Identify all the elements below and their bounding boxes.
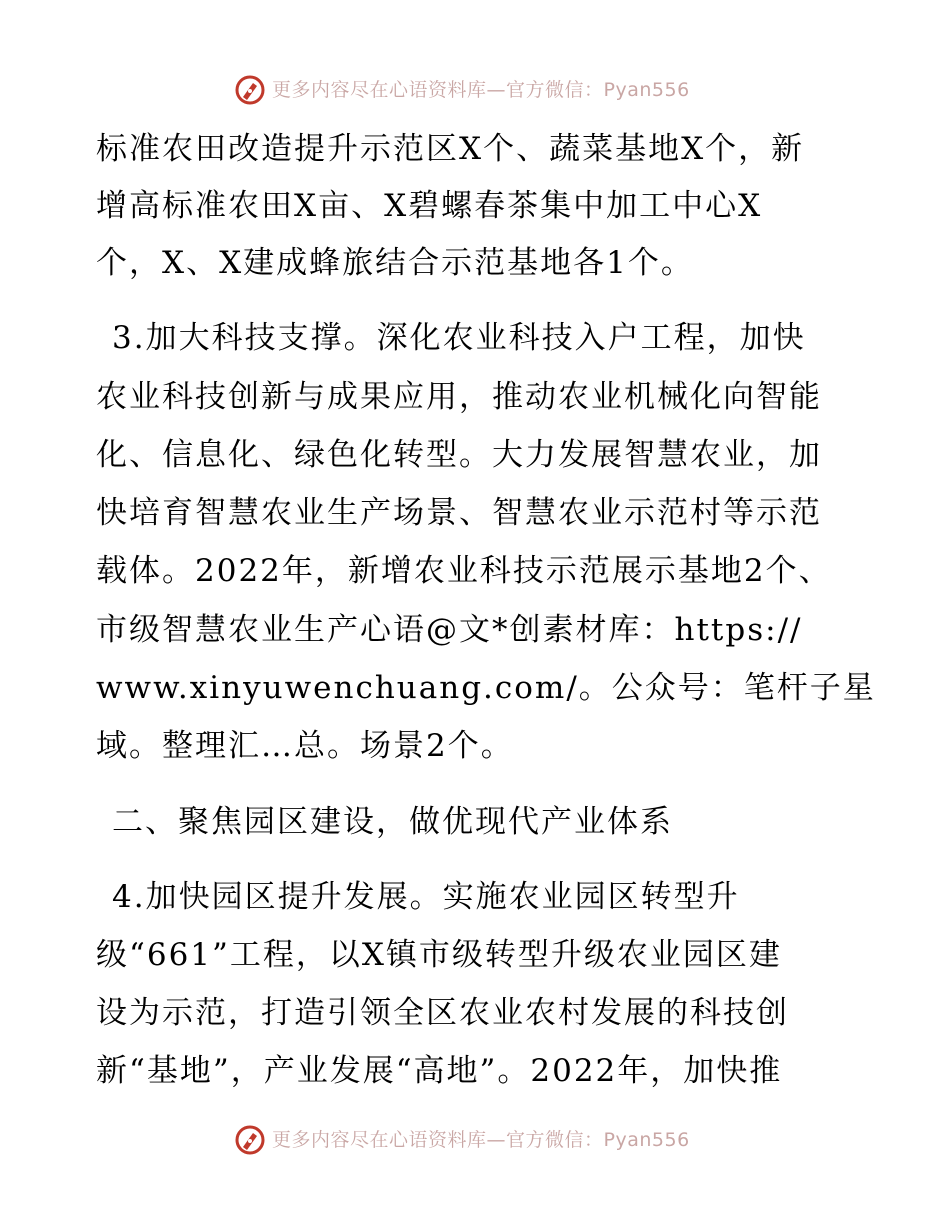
body-line-15: 设为示范，打造引领全区农业农村发展的科技创 — [96, 995, 789, 1031]
watermark-text: 更多内容尽在心语资料库—官方微信：Pyan556 — [272, 1129, 690, 1151]
pen-nib-circle-logo-icon — [234, 74, 266, 106]
header-watermark — [0, 72, 950, 108]
body-line-9: 市级智慧农业生产心语@文*创素材库：https:// — [96, 612, 803, 648]
body-line-6: 化、信息化、绿色化转型。大力发展智慧农业，加 — [96, 437, 822, 473]
body-line-5: 农业科技创新与成果应用，推动农业机械化向智能 — [96, 379, 822, 415]
body-line-13: 4.加快园区提升发展。实施农业园区转型升 — [112, 879, 740, 915]
body-line-11: 域。整理汇…总。场景2个。 — [96, 728, 514, 764]
section-heading: 二、聚焦园区建设，做优现代产业体系 — [112, 804, 673, 840]
body-line-2: 增高标准农田X亩、X碧螺春茶集中加工中心X — [96, 188, 763, 224]
watermark-text: 更多内容尽在心语资料库—官方微信：Pyan556 — [272, 79, 690, 101]
body-line-16: 新“基地”，产业发展“高地”。2022年，加快推 — [96, 1053, 783, 1089]
body-line-8: 载体。2022年，新增农业科技示范展示基地2个、 — [96, 553, 832, 589]
body-line-14: 级“661”工程，以X镇市级转型升级农业园区建 — [96, 937, 782, 973]
pen-nib-circle-logo-icon — [234, 1124, 266, 1156]
body-line-1: 标准农田改造提升示范区X个、蔬菜基地X个，新 — [96, 131, 805, 167]
body-line-7: 快培育智慧农业生产场景、智慧农业示范村等示范 — [96, 495, 822, 531]
body-line-3: 个，X、X建成蜂旅结合示范基地各1个。 — [96, 245, 694, 281]
body-line-10: www.xinyuwenchuang.com/。公众号：笔杆子星 — [96, 670, 876, 706]
footer-watermark — [0, 1122, 950, 1158]
body-line-4: 3.加大科技支撑。深化农业科技入户工程，加快 — [112, 320, 806, 356]
